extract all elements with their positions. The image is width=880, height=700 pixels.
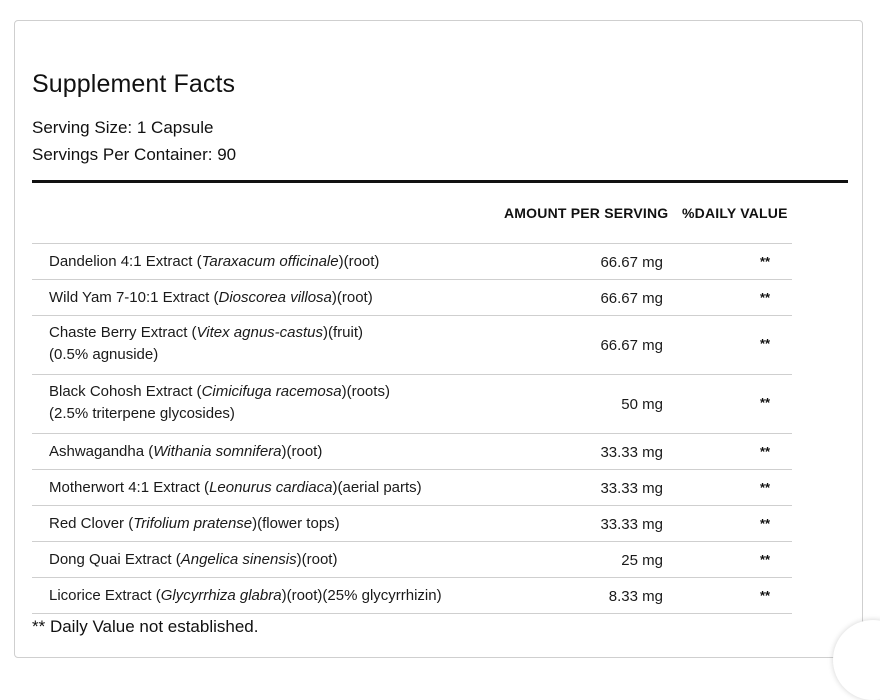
table-row xyxy=(32,244,792,280)
daily-value: ** xyxy=(760,516,771,531)
ingredient-name xyxy=(49,513,549,535)
daily-value: ** xyxy=(760,395,771,410)
ingredient-standardization: (2.5% triterpene glycosides) xyxy=(49,405,235,422)
ingredient-name xyxy=(49,251,549,273)
table-row xyxy=(32,470,792,506)
table-row xyxy=(32,316,792,375)
daily-value: ** xyxy=(760,588,771,603)
ingredient-name xyxy=(49,287,549,309)
table-row xyxy=(32,280,792,316)
ingredient-latin-name: Trifolium pratense xyxy=(133,515,253,532)
daily-value: ** xyxy=(760,444,771,459)
ingredient-name-text: Black Cohosh Extract ( xyxy=(49,383,202,400)
ingredient-part: )(root) xyxy=(338,253,380,270)
ingredient-latin-name: Dioscorea villosa xyxy=(218,289,332,306)
daily-value: ** xyxy=(760,552,771,567)
ingredient-latin-name: Cimicifuga racemosa xyxy=(201,383,342,400)
amount-per-serving: 33.33 mg xyxy=(600,444,663,461)
ingredient-name xyxy=(49,322,549,366)
ingredient-name-text: Red Clover ( xyxy=(49,515,134,532)
ingredient-part: )(roots) xyxy=(341,383,390,400)
ingredient-name-text: Motherwort 4:1 Extract ( xyxy=(49,479,210,496)
ingredients-table xyxy=(32,243,792,614)
serving-size: Serving Size: 1 Capsule xyxy=(32,118,214,137)
amount-per-serving: 33.33 mg xyxy=(600,516,663,533)
table-row xyxy=(32,506,792,542)
ingredient-name-text: Dong Quai Extract ( xyxy=(49,551,181,568)
ingredient-name-text: Wild Yam 7-10:1 Extract ( xyxy=(49,289,219,306)
column-header-daily-value: %DAILY VALUE xyxy=(682,205,788,221)
ingredient-name-text: Licorice Extract ( xyxy=(49,587,161,604)
ingredient-latin-name: Vitex agnus-castus xyxy=(196,324,324,341)
header-divider xyxy=(32,180,848,183)
daily-value: ** xyxy=(760,290,771,305)
daily-value: ** xyxy=(760,480,771,495)
table-row xyxy=(32,434,792,470)
ingredient-name xyxy=(49,477,549,499)
footnote: ** Daily Value not established. xyxy=(32,617,259,636)
amount-per-serving: 66.67 mg xyxy=(600,254,663,271)
ingredient-name xyxy=(49,549,549,571)
ingredient-part: )(aerial parts) xyxy=(332,479,422,496)
amount-per-serving: 8.33 mg xyxy=(608,588,663,605)
amount-per-serving: 66.67 mg xyxy=(600,290,663,307)
ingredient-name xyxy=(49,381,549,425)
amount-per-serving: 33.33 mg xyxy=(600,480,663,497)
daily-value: ** xyxy=(760,336,771,351)
table-row xyxy=(32,578,792,614)
ingredient-latin-name: Leonurus cardiaca xyxy=(209,479,333,496)
ingredient-name-text: Ashwagandha ( xyxy=(49,443,154,460)
ingredient-part: )(root)(25% glycyrrhizin) xyxy=(281,587,442,604)
ingredient-part: )(root) xyxy=(281,443,323,460)
ingredient-latin-name: Glycyrrhiza glabra xyxy=(160,587,282,604)
ingredient-name xyxy=(49,441,549,463)
table-row xyxy=(32,375,792,434)
amount-per-serving: 50 mg xyxy=(621,396,663,413)
ingredient-standardization: (0.5% agnuside) xyxy=(49,346,159,363)
ingredient-latin-name: Taraxacum officinale xyxy=(201,253,339,270)
ingredient-part: )(root) xyxy=(296,551,338,568)
ingredient-latin-name: Withania somnifera xyxy=(153,443,282,460)
ingredient-name xyxy=(49,585,549,607)
servings-per-container: Servings Per Container: 90 xyxy=(32,145,237,164)
ingredient-part: )(root) xyxy=(331,289,373,306)
ingredient-name-text: Dandelion 4:1 Extract ( xyxy=(49,253,202,270)
ingredient-part: )(flower tops) xyxy=(252,515,340,532)
column-header-amount: AMOUNT PER SERVING xyxy=(504,205,669,221)
page-title: Supplement Facts xyxy=(32,70,236,98)
ingredient-latin-name: Angelica sinensis xyxy=(180,551,297,568)
ingredient-name-text: Chaste Berry Extract ( xyxy=(49,324,197,341)
amount-per-serving: 66.67 mg xyxy=(600,337,663,354)
ingredient-part: )(fruit) xyxy=(323,324,364,341)
daily-value: ** xyxy=(760,254,771,269)
amount-per-serving: 25 mg xyxy=(621,552,663,569)
table-row xyxy=(32,542,792,578)
